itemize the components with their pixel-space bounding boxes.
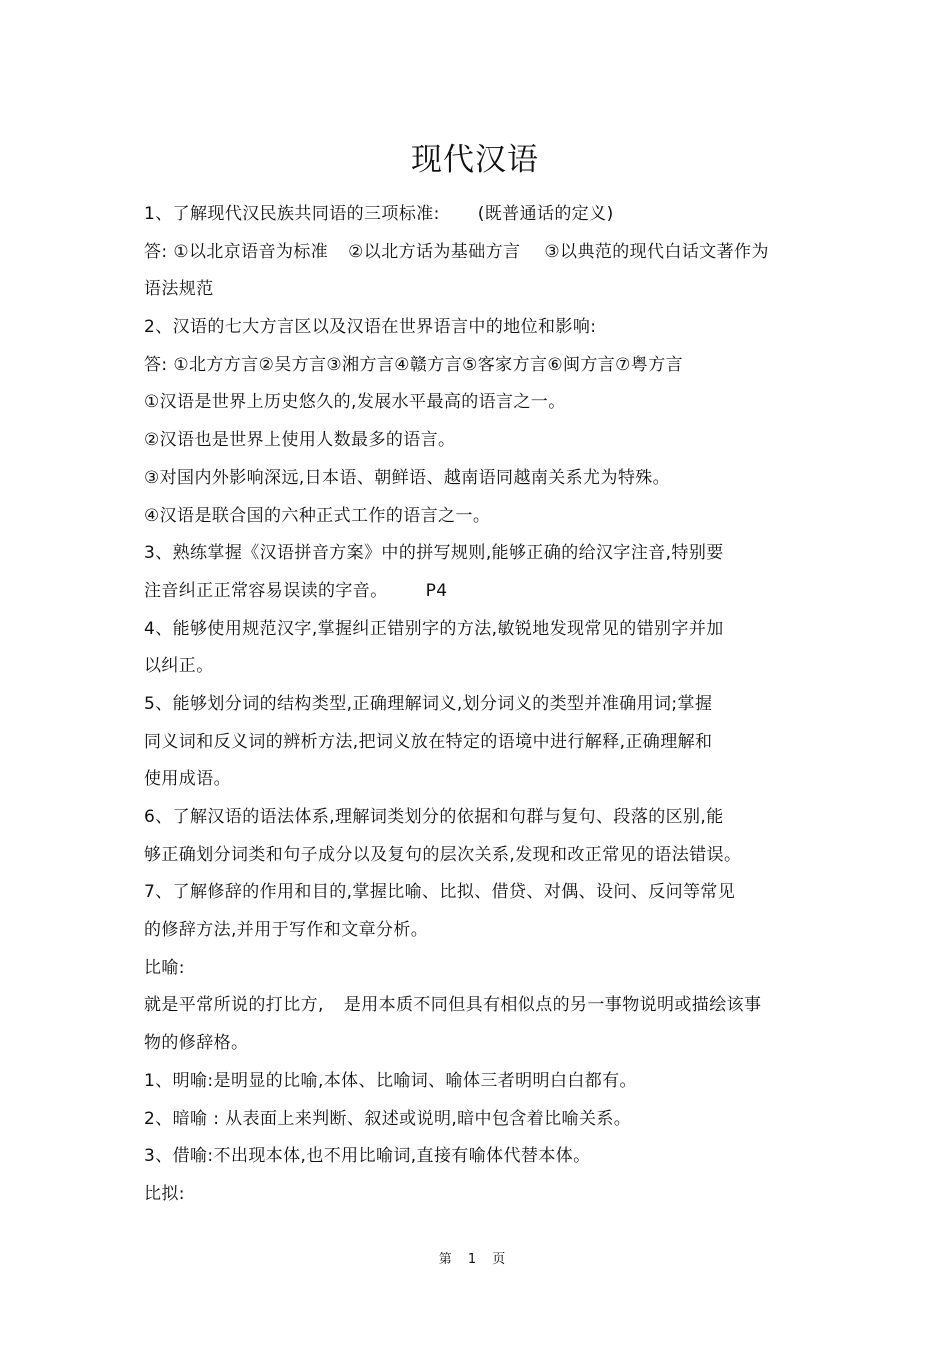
text-line-standards (144, 196, 804, 234)
text-line: 使用成语。 (144, 769, 231, 790)
document-body (144, 196, 804, 1214)
text-line: 答: ①北方方言②吴方言③湘方言④赣方言⑤客家方言⑥闽方言⑦粤方言 (144, 354, 684, 375)
text-line: ④汉语是联合国的六种正式工作的语言之一。 (144, 505, 491, 526)
text-line: 够正确划分词类和句子成分以及复句的层次关系,发现和改正常见的语法错误。 (144, 844, 742, 865)
text-segment: ②以北方话为基础方言 (348, 241, 521, 262)
section-heading: 比拟: (144, 1183, 185, 1204)
text-segment: 答: ①以北京语音为标准 (144, 241, 329, 262)
text-segment: 1、了解现代汉民族共同语的三项标准: (144, 204, 440, 224)
text-line: 5、能够划分词的结构类型,正确理解词义,划分词义的类型并准确用词;掌握 (144, 693, 713, 714)
text-line: ①汉语是世界上历史悠久的,发展水平最高的语言之一。 (144, 392, 566, 413)
page-reference: P4 (425, 580, 448, 601)
text-line: 语法规范 (144, 279, 214, 300)
text-line: ③对国内外影响深远,日本语、朝鲜语、越南语同越南关系尤为特殊。 (144, 467, 671, 488)
text-line: ②汉语也是世界上使用人数最多的语言。 (144, 430, 456, 451)
text-line: 物的修辞格。 (144, 1033, 249, 1054)
text-line-pinyin (144, 573, 804, 611)
text-line-answer-1 (144, 234, 804, 272)
text-line: 7、了解修辞的作用和目的,掌握比喻、比拟、借贷、对偶、设问、反问等常见 (144, 882, 736, 903)
text-line: 1、明喻:是明显的比喻,本体、比喻词、喻体三者明明白白都有。 (144, 1070, 637, 1091)
page-number: 第 1 页 (438, 1252, 512, 1267)
text-segment: (既普通话的定义) (477, 204, 614, 224)
text-segment: 是用本质不同但具有相似点的另一事物说明或描绘该事 (343, 995, 762, 1016)
text-line: 3、借喻:不出现本体,也不用比喻词,直接有喻体代替本体。 (144, 1146, 591, 1167)
text-line: 3、熟练掌握《汉语拼音方案》中的拼写规则,能够正确的给汉字注音,特别要 (144, 543, 724, 564)
text-segment: ③以典范的现代白话文著作为 (544, 241, 769, 262)
text-line: 2、暗喻 : 从表面上来判断、叙述或说明,暗中包含着比喻关系。 (144, 1108, 632, 1129)
text-line: 4、能够使用规范汉字,掌握纠正错别字的方法,敏锐地发现常见的错别字并加 (144, 618, 724, 639)
page-title: 现代汉语 (411, 142, 539, 178)
text-line: 同义词和反义词的辨析方法,把词义放在特定的语境中进行解释,正确理解和 (144, 731, 713, 752)
text-line-definition (144, 987, 804, 1025)
text-line: 2、汉语的七大方言区以及汉语在世界语言中的地位和影响: (144, 317, 597, 338)
text-line: 以纠正。 (144, 656, 214, 677)
text-line: 6、了解汉语的语法体系,理解词类划分的依据和句群与复句、段落的区别,能 (144, 807, 724, 827)
section-heading: 比喻: (144, 957, 185, 978)
text-segment: 就是平常所说的打比方, (144, 995, 324, 1016)
text-line: 的修辞方法,并用于写作和文章分析。 (144, 920, 429, 941)
text-segment: 注音纠正正常容易误读的字音。 (144, 580, 388, 601)
